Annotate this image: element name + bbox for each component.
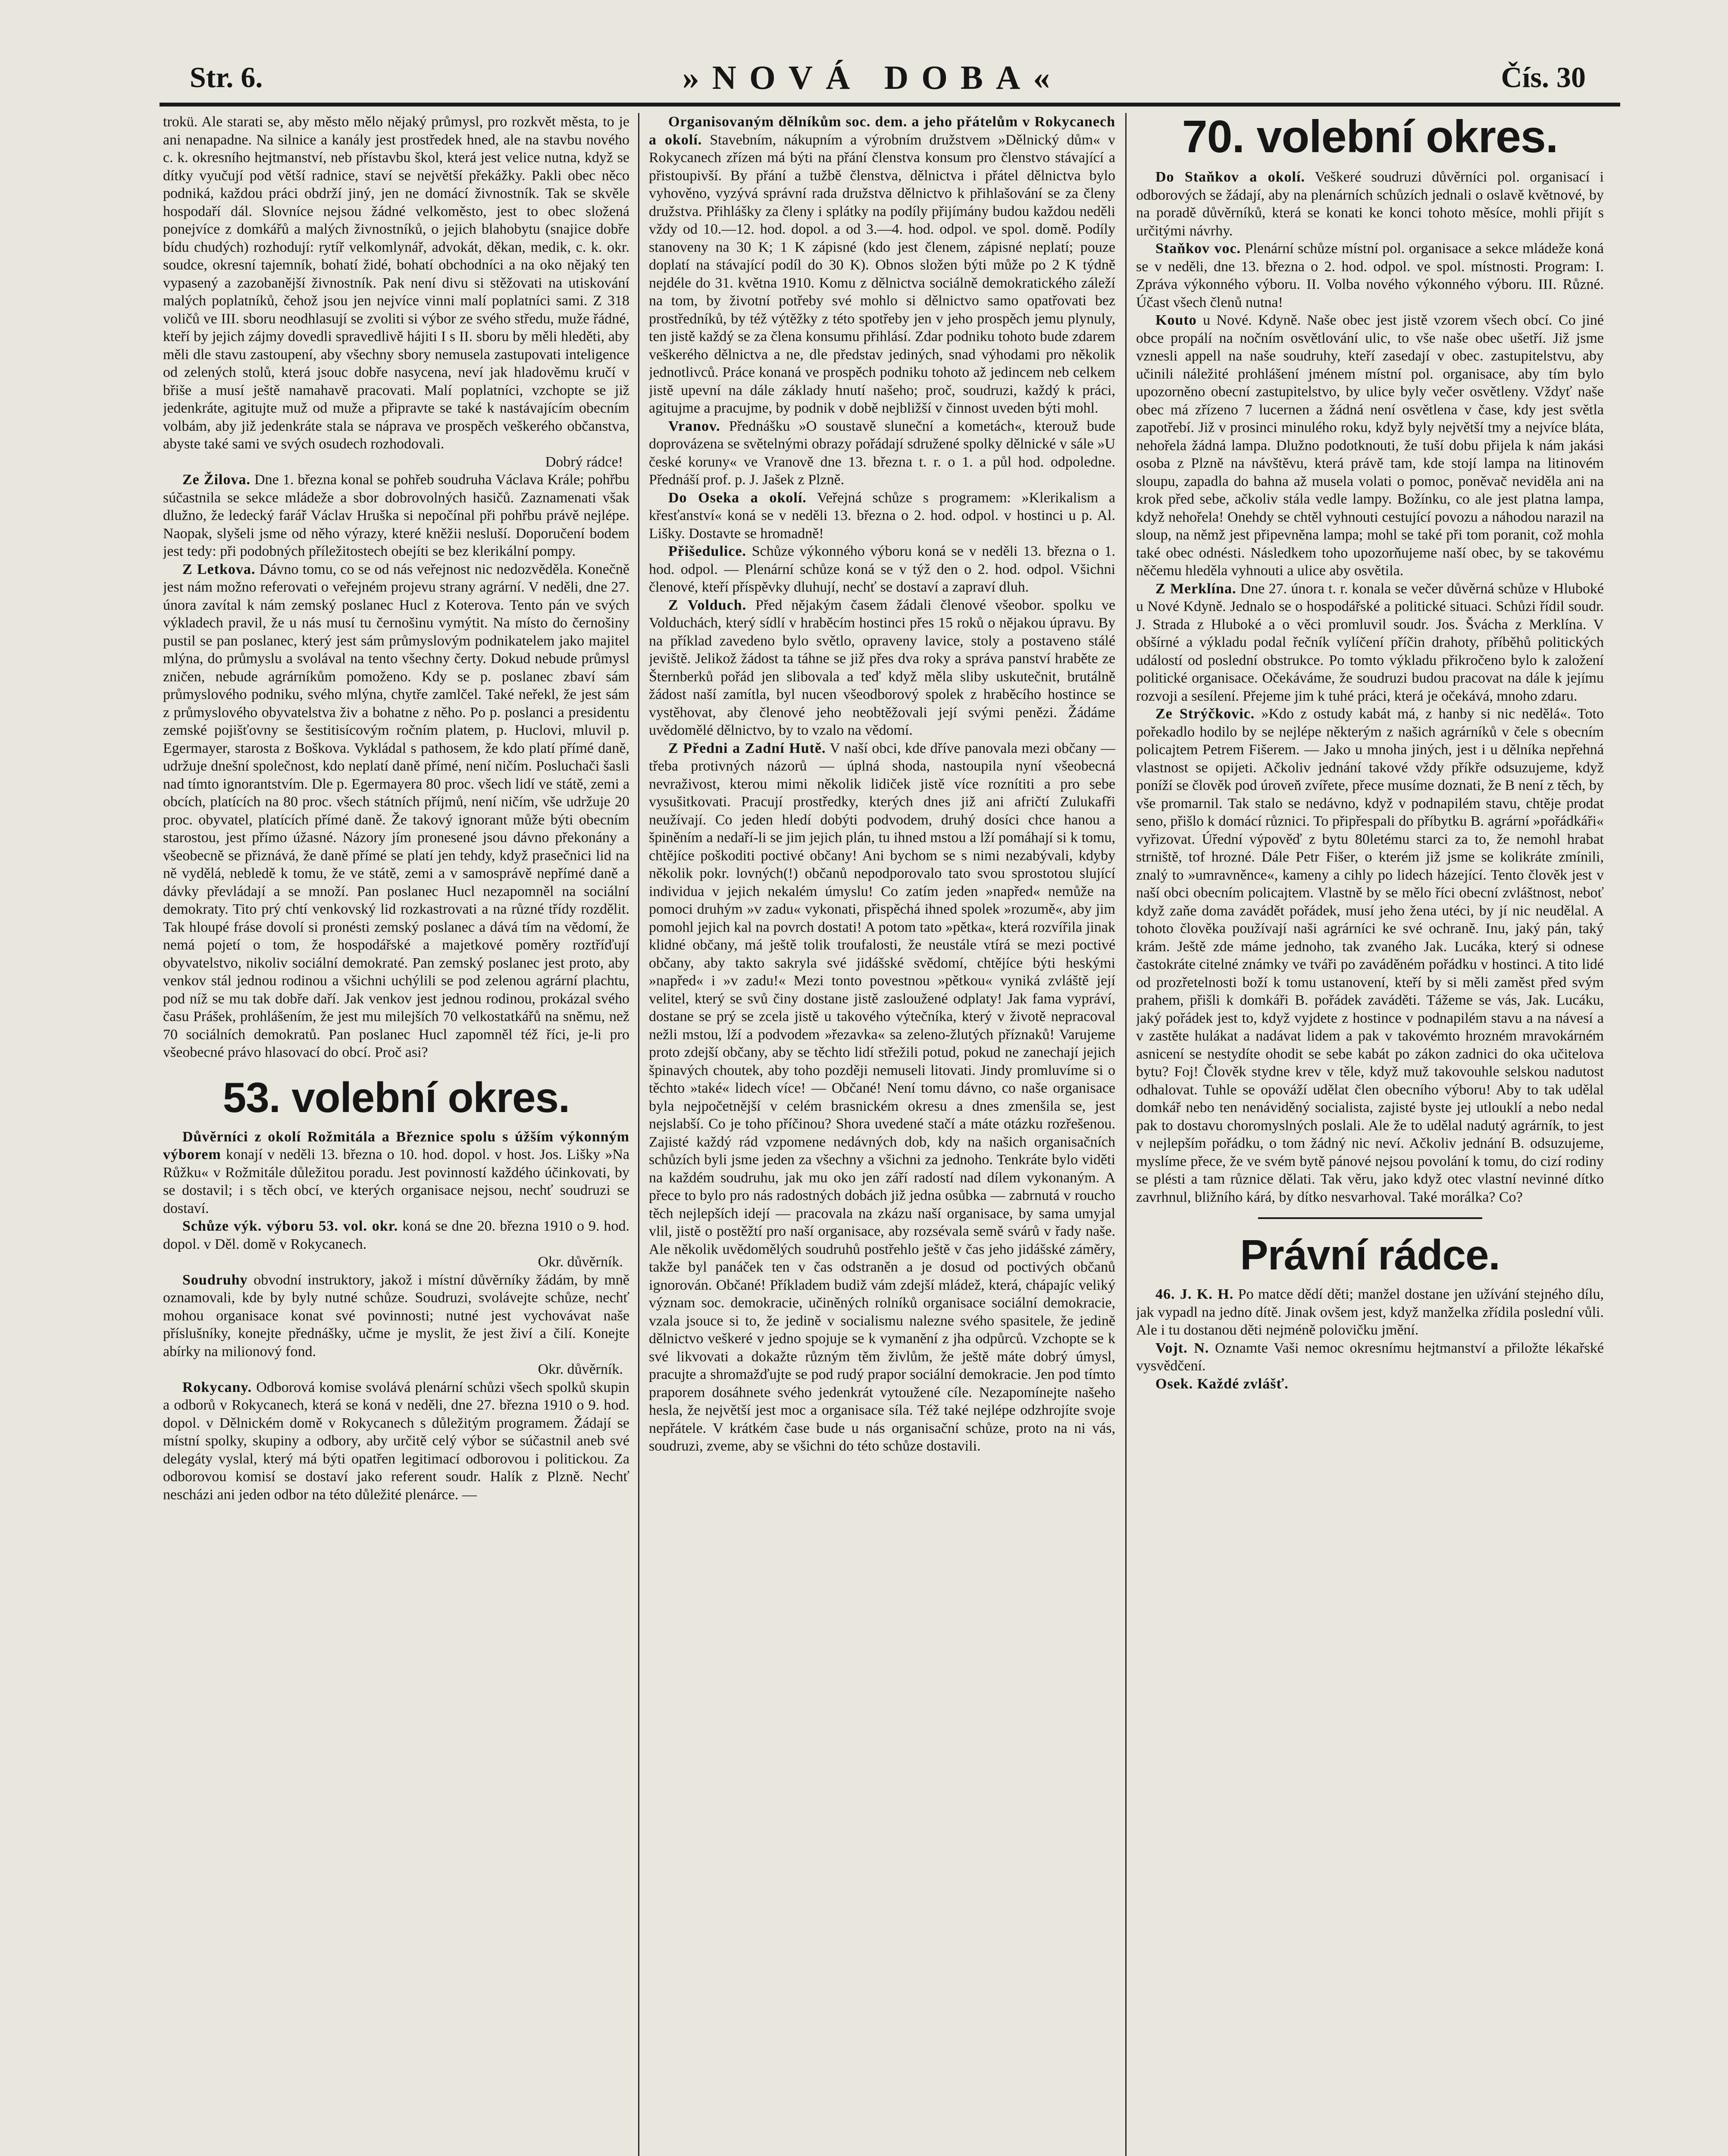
page-header [160, 0, 1586, 129]
legal-answer: Osek. Každé zvlášť. [1155, 1376, 1289, 1392]
article-kouto: Kouto u Nové. Kdyně. Naše obec jest jistě vzorem všech obcí. Co jiné obce propálí na nočním osvětlování ulic, to vše naše obec ušetří. Již jsme vznesli appell na naše soudruhy, kteří zasedají v obec. zastupitelstvu, aby učinili náležité prohlášení jménem místní pol. organisace, aby tím bylo upozorněno obecní zastupitelstvo, by ulice byly večer osvětleny. Vždyť naše obec má zřízeno 7 lucernen a žádná není osvětlena v čase, kdy jest světla zapotřebí. Již v prosinci minulého roku, když byly největší tmy a nejvíce bláta, nehořela žádná lampa. Dlužno podotknouti, že tuší dobu přijela k nám jakási osoba z Plzně na návštěvu, která právě tam, kde stojí lampa na litinovém sloupu, zapadla do bahna až musela volati o pomoc, poněvač neviděla ani na krok před sebe, ačkoliv stála vedle lampy. Božínku, co ale jest platna lampa, když nehořela! Onehdy se chtěl vyhnouti cestující povozu a náhodou narazil na sloup, na němž jest připevněna lampa; mohl se také při tom poranit, což mohla také obec odnésti. Následkem toho upozorňujeme naší obec, by se takovému něčemu hleděla vyhnouti a ulice aby osvětila. [1136, 312, 1604, 579]
article-vranov: Vranov. Přednášku »O soustavě sluneční a kometách«, kterouž bude doprovázena se světelnými obrazy pořádají sdružené spolky dělnické v sále »U české koruny« ve Vranově dne 13. března t. r. o 1. a půl hod. odpoledne. Přednáší prof. p. J. Jašek z Plzně. [649, 418, 1115, 488]
column-1 [163, 113, 629, 2156]
section-heading-70: 70. volební okres. [1182, 113, 1558, 162]
article-letkov: Z Letkova. Dávno tomu, co se od nás veřejnost nic nedozvěděla. Konečně jest nám možno referovati o veřejném projevu strany agrární. V neděli, dne 27. února zavítal k nám zemský poslanec Hucl z Koterova. Tento pán ve svých výkladech pravil, že u nás musí tu černošinu vymýtit. Na místo do černošiny pustil se pan poslanec, který jest sám průmyslovým podnikatelem jako majitel mlýna, do průmyslu a svolával na tento všechny čerty. Dokud nebude průmysl zničen, nebude agrárníkům pomoženo. Kdy se p. poslanec zbaví sám průmyslového podniku, svého mlýna, chytře zamlčel. Také neřekl, že jest sám z průmyslového obyvatelstva živ a bohatne z něho. Po p. poslanci a presidentu zemské pojišťovny se šestitisícovým ročním platem, p. Huclovi, mluvil p. Egermayer, starosta z Boškova. Vykládal s pathosem, že kdo platí přímé daně, udržuje dnešní společnost, kdo neplatí daně přímé, není ničím. Posluchači šasli nad tímto ignorantstvím. Dle p. Egermayera 80 proc. všech lidí ve státě, zemi a obcích, platících na 80 proc. všech státních příjmů, není ničím, vše udržuje 20 proc. obyvatel, platících přímé daně. Že takový ignorant může býti obecním starostou, jest přímo úžasné. Názory jím pronesené jsou dávno překonány a všeobecně se přiznává, že daně přímé se platí jen tehdy, když prasečnici lid na ně vydělá, nebledě k tomu, že ve státě, zemi a v samosprávě nepřímé daně a dávky převládají a se množí. Pan poslanec Hucl nezapomněl na sociální demokraty. Tito prý chtí venkovský lid rozkastrovati a na různé třídy rozdělit. Tak hloupé fráse dovolí si pronésti zemský poslanec a dává tím na vědomí, že nemá pojetí o tom, že hospodářské a majetkové poměry roztříďují obyvatelstvo, nikoliv sociální demokraté. Pan zemský poslanec jest proto, aby venkov stál jednou rodinou a všichni uchýlili se pod zelenou agrární plachtu, pod níž se mu tak dobře daří. Jak venkov jest jednou rodinou, prokázal svého času Prášek, prohlášením, že jest mu milejších 70 velkostatkářů na sněmu, než 70 sociálních demokratů. Pan poslanec Hucl zapomněl též říci, je-li pro všeobecné právo hlasovací do obcí. Proč asi? [163, 561, 629, 1060]
article-stankov-okoli: Do Staňkov a okolí. Veškeré soudruzi důvěrníci pol. organisací i odborových se žádají, aby na plenárních schůzích jednali o oslavě květnové, by na poradě důvěrníků, která se konati ke konci tohoto měsíce, mohli přijít s určitými návrhy. [1136, 169, 1604, 239]
legal-answer: 46. J. K. H. Po matce dědí děti; manžel dostane jen užívání stejného dílu, jak vypadl na jedno dítě. Jinak ovšem jest, když manželka zřídila poslední vůli. Ale i tu dostanou děti nejméně polovičku jmění. [1136, 1286, 1604, 1338]
article-prisedulice: Přišedulice. Schůze výkonného výboru koná se v neděli 13. března o 1. hod. odpol. — Plenární schůze koná se v týž den o 2. hod. odpol. Všichni členové, kteří příspěvky dluhují, nechť se dostaví a zapraví dluh. [649, 543, 1115, 595]
column-separator [1125, 113, 1127, 2156]
article-stankov-ves: Staňkov voc. Plenární schůze místní pol. organisace a sekce mládeže koná se v neděli, dne 13. března o 2. hod. odpol. ve spol. místnosti. Program: I. Zpráva výkonného výboru. II. Volba nového výkonného výboru. III. Různé. Účast všech členů nutna! [1136, 241, 1604, 310]
notice-schuze-vyboru: Schůze výk. výboru 53. vol. okr. koná se dne 20. března 1910 o 9. hod. dopol. v Děl. domě v Rokycanech. Okr. důvěrník. [163, 1218, 629, 1270]
article-strycovice: Ze Strýčkovic. »Kdo z ostudy kabát má, z hanby si nic nedělá«. Toto pořekadlo hodilo by se nejlépe některým z našich agrárníků v čele s obecním policajtem Petrem Fišerem. — Jako u mnoha jiných, jest i u dělníka nepřehná vlastnost se opijeti. Ačkoliv jednání takové vždy příkře odsuzujeme, když poníží se člověk pod úroveň zvířete, přece musíme doznati, že B není z těch, by vše promarnil. Tak stalo se nedávno, když v podnapilém stavu, chtěje prodat seno, přišlo k domácí různici. To připřespali do příbytku B. agrární »pořádkáři« vyřizovat. Úřední výpověď z bytu 80letému starci za to, že nemohl hrabat strniště, tof hrozné. Dále Petr Fišer, o kterém již jsme se kolikráte zmínili, znalý to »umravněnce«, kameny a cihly po lidech házející. Tento člověk jest v naší obci obecním policajtem. Vlastně by se mělo říci obecní zvláštnost, neboť když zaňe doma zavádět pořádek, musí jeho žena utéci, by jí nic neudělal. A tohoto člověka používají naši agrárníci ke své ochraně. Inu, jaký pán, taký krám. Ještě zde máme jednoho, tak zvaného Jak. Lucáka, který si odnese častokráte citelné známky ve tváři po zaváděném pořádku v hostinci. A tito lidé od prozřetelnosti boží k tomu ustanovení, kteří by si měli zaměst před svým prahem, přišli k domkáři B. pořádek zaváděti. Tážeme se vás, Jak. Lucáku, jaký pořádek jest to, když vyjdete z hostince v podnapilém stavu a na návesí a v zastěte hulákat a nadávat lidem a pak v takovémto hrozném mravokárném asnicení se nestydíte ohodit se sebe kabát po zákon zadnici do oka učitelova bytu? Foj! Člověk stydne krev v těle, když muž takovouhle selskou nadutost odhalovat. Tuhle se opováží udělat člen obecního výboru! Aby to tak udělal domkář nebo ten nenáviděný socialista, zajisté byste jej utlouklí a nebo nedal pak to dostavu choromyslných poslali. Ale že to udělal nadutý agrárník, to jest v nejlepším pořádku, o tom žádný nic neví. Ačkoliv jednání B. odsuzujeme, myslíme přece, že ve svém bytě pánové nejsou povolání k tomu, do cizí rodiny se plésti a tam různice dělati. Tak věru, jako když otec vlastní nevinné dítko zavrhnul, bližního kárá, by dítko nesvarhoval. Také morálka? Co? [1136, 706, 1604, 1205]
article-volduchy: Z Volduch. Před nějakým časem žádali členové všeobor. spolku ve Volduchách, který sídlí v hraběcím hostinci přes 15 roků o nějakou úpravu. By na příklad zavedeno bylo světlo, opraveny lavice, stoly a postaveno stálé jeviště. Jelikož žádost ta táhne se již přes dva roky a správa panství hraběte ze Šternberků pořád jen slibovala a teď když měla sliby uskutečnit, brutálně žádost naší zamítla, byl nucen všeodborový spolek z hraběcího hostince se vystěhovat, aby členové jeho neobtěžovali její svými penězi. Žádáme uvědomělé dělnictvo, by to vzalo na vědomí. [649, 597, 1115, 738]
section-divider [1258, 1217, 1482, 1219]
notice-rokycany: Rokycany. Odborová komise svolává plenární schůzi všech spolků skupin a odborů v Rokycanech, která se koná v neděli, dne 27. března 1910 o 9. hod. dopol. v Dělnickém domě v Rokycanech s důležitým programem. Žádají se místní spolky, skupiny a odbory, aby určitě celý výbor se súčastnil aneb své delegáty vyslal, který má býti opatřen legitimací odborovou i politickou. Za odborovou komisí se dostaví jako referent soudr. Halík z Plzně. Nechť nescházi ani jeden odbor na této důležité plenárce. — [163, 1379, 629, 1503]
issue-number: Čís. 30 [1501, 61, 1586, 94]
article-predni-zadni-hut: Z Předni a Zadní Hutě. V naší obci, kde dříve panovala mezi občany — třeba protivných názorů — úplná shoda, nastoupila nyní všeobecná nevraživost, kterou mimi několik lidiček jistě více roznítiti a pro sebe vysušitkovati. Pracují prostředky, kterých dnes již ani afričtí Zulukafři neužívají. Co jeden hledí dobýti podvodem, druhý dosíci chce hanou a špiněním a nedaří-li se jim jejich plán, tu ihned mstou a lží pomáhají si k tomu, chtějíce poškoditi poctivé občany! Ani bychom se s nimi nezabývali, kdyby několik pokr. lovných(!) občanů nepodporovalo tato svou sprostotou slující individua v jejich nekalém úmyslu! Co zatím jeden »napřed« nemůže na pomoci druhým »v zadu« vykonati, přispěchá ihned spolek »rozumě«, aby jim pomohl jejich kal na povrch dostati! A potom tato »pětka«, která rozvířila jinak klidné občany, má ještě tolik troufalosti, že neustále vtírá se mezi poctivé občany, aby takto sakryla své jidášské svědomí, chtějíce býti heskými »napřed« i »v zadu!« Mezi tonto povestnou »pětkou« vyniká zvláště její velitel, který se svů činy dostane jistě zasloužené odplaty! Jak fama vypráví, dostane se prý se zcela jistě u takového výtečníka, který v životě nepracoval nežli mstou, lží a podvodem »řezavka« sa zeleno-žlutých příznaků! Varujeme proto zdejší občany, aby se těchto lidí střežili potud, pokud ne zanechají jejich špinavých choutek, aby toho později nemuseli litovati. Jindy promluvíme si o těchto »také« lidech více! — Občané! Není tomu dávno, co naše organisace byla nejpočetnější v celém brasnickém okresu a dnes zmenšila se, jest nejslabší. Co je toho příčinou? Shora uvedené stačí a máte otázku rozřešenou. Zajisté každý rád vzpomene nedávných dob, kdy na našich organisačních schůzích byli jsme jeden za všechny a všichni za jednoho. Tenkráte bylo viděti na každém soudruhu, jak mu oko jen září radostí nad dílem vykonaným. A přece to bylo pro nás radostných dobách již jedna osůbka — zabrnutá v roucho těch nejlepších idejí — pracovala na zkázu naší organisace, by sama umyjal vlil, jistě o postěžtí pro naší organisace, aby rozsévala semě svárů v řady naše. Ale několik uvědomělých soudruhů postřehlo ještě v čas jeho jidášské záměry, takže byl panáček ten v čas odstraněn a je dosud od poctivých občanů ignorován. Občané! Příkladem budiž vám zdejší mládež, která, chápajíc veliký význam soc. demokracie, učiněných rolníků organisace sociální demokracie, vzala jsouce si to, že jedině v socialismu nalezne svého spasitele, že jedině dělnictvo veškeré v jedno spojuje se k vymanění z jha odpůrců. Vzchopte se k své likvovati a dokažte různým těm živlům, že ještě máte dobrý úmysl, pracujte a shromažďujte se pod rudý prapor sociální demokracie. Jen pod tímto praporem dosáhnete svého jedenkrát vytoužené cíle. Nezapomínejte našeho hesla, že největší jest moc a organisace síla. Též také nejlépe odzhrojíte svoje nepřátele. V krátkém čase bude u nás organisační schůze, proto na ni vás, soudruzi, zveme, aby se všichni do této schůze dostavili. [649, 740, 1115, 1454]
column-2 [649, 113, 1115, 2156]
notice-duvernici: Důvěrníci z okolí Rožmitála a Březnice spolu s úžším výkonným výborem konají v neděli 13. března o 10. hod. dopol. v host. Jos. Lišky »Na Růžku« v Rožmitále důležitou poradu. Jest povinností každého účinkovati, by se dostavil; i s těch obcí, ve kterých organisace nejsou, nechť soudruzi se dostaví. [163, 1128, 629, 1216]
newspaper-title: »NOVÁ DOBA« [682, 59, 1063, 96]
notice-soudruhy: Soudruhy obvodní instruktory, jakož i místní důvěrníky žádám, by mně oznamovali, kde by byly nutné schůze. Soudruzi, svolávejte schůze, nechť mohou organisace konat své povinnosti; nutné jest vychovávat naše příslušníky, konejte přednášky, učme je myslit, že jest živí a čilí. Konejte abírky na milionový fond. Okr. důvěrník. [163, 1272, 629, 1377]
article-merklin: Z Merklína. Dne 27. února t. r. konala se večer důvěrná schůze v Hluboké u Nové Kdyně. Jednalo se o hospodářské a politické situaci. Schůzi řídil soudr. J. Strada z Hluboké a o věci promluvil soudr. Jos. Švácha z Merklína. V obšírné a výkladu podal řečník vylíčení příčin drahoty, příběhů politických událostí od poslední obstrukce. Po tomto výkladu přikročeno bylo k založení politické organisace. Očekáváme, že soudruzi budou pracovat na dále k jejímu rozvoji a sesílení. Přejeme jim k tuhé práci, která je očekává, mnoho zdaru. [1136, 580, 1604, 704]
header-rule [160, 103, 1620, 107]
article-osek: Do Oseka a okolí. Veřejná schůze s programem: »Klerikalism a křesťanství« koná se v neděli 13. března o 2. hod. odpol. v hostinci u p. Al. Lišky. Dostavte se hromadně! [649, 489, 1115, 542]
section-heading-pravni-radce: Právní rádce. [1240, 1231, 1500, 1279]
column-separator [638, 113, 639, 2156]
article-signature: Dobrý rádce! [545, 454, 623, 470]
legal-advice [1136, 1285, 1604, 1393]
legal-answer: Vojt. N. Oznamte Vaši nemoc okresnímu hejtmanství a přiložte lékařské vysvědčení. [1136, 1340, 1604, 1374]
section-heading-53: 53. volební okres. [222, 1073, 570, 1121]
article-continued: trokü. Ale starati se, aby město mělo nějaký průmysl, pro rozkvět města, to je ani nenapadne. Na silnice a kanály jest prostředek hned, ale na stavbu nového c. k. okresního hejtmanství, neb přístavbu škol, která jest velice nutna, když se dítky vyučují pod větší radnice, staví se největší překážky. Pakli obec něco podniká, každou práci obdrží jiný, jen ne domácí živnostník. Tak se skvěle hospodaří dál. Slovníce nejsou žádné velkoměsto, jest to obec složená ponejvíce z domkářů a malých živnostníků, o jejich blahobytu (snajice dobře bídu chudých) rozhodují: rytíř velkomlynář, advokát, děkan, medik, c. k. okr. soudce, okresní tajemník, bohatí židé, bohatí obchodníci a na oko nějaký ten vypasený a zazobanější živnostník. Pak není divu si stěžovati na utiskování malých poplatníků, čehož jsou jen nejvíce vinni malí poplatníci sami. Z 318 voličů ve III. sboru neodhlasují se zvoliti si výbor ze svého středu, muže řádné, kteří by jejich zájmy dovedli spravedlivě hájiti I s II. sboru by měli hleděti, aby měli dle stavu zastoupení, aby všechny sbory nemusela zastupovati inteligence od zelených stolů, která jsouc dobře nasycena, neví jak hladověmu kručí v břiše a musí ještě namahavě pracovati. Malí poplatníci, vzchopte se již jedenkráte, agitujte muž od muže a připravte se také k nastávajícím obecním volbám, aby již jedenkráte stala se náprava ve prospěch veškerého občanstva, abyste také sami ve svých osudech rozhodovali. Dobrý rádce! [163, 113, 629, 471]
column-3 [1136, 113, 1604, 2156]
article-konsum-rokycany: Organisovaným dělníkům soc. dem. a jeho přátelům v Rokycanech a okolí. Stavebním, nákupním a výrobním družstvem »Dělnický dům« v Rokycanech zřízen má býti na přání členstva konsum pro členstvo stávající a přistoupivší. By přání a tužbě členstva, dělnictva i přátel dělnictva bylo vyhověno, vyzývá správní rada družstva dělnictvo k přihlašování se za členy družstva. Přihlášky za členy i splátky na podíly přijímány budou každou neděli vždy od 10.—12. hod. dopol. a od 3.—4. hod. odpol. ve spol. domě. Podíly stanoveny na 30 K; 1 K zápisné (kdo jest členem, zápisné neplatí; pouze doplatí na stávající podíl do 30 K). Obnos složen býti může po 2 K týdně nejdéle do 31. května 1910. Komu z dělnictva sociálně demokratického záleží na tom, by životní potřeby své mohlo si dělnictvo samo opatřovati bez prostředníků, by též výtěžky z této spotřeby jen v jeho prospěch jemu plynuly, ten jistě každý se za člena konsumu přihlásí. Zdar podniku tohoto bude zdarem veškerého dělnictva a ne, dle představ jediných, snad výhodami pro několik jednotlivců. Práce konaná ve prospěch podniku tohoto až jedincem neb celkem jistě upevní na dále základy hnutí našeho; proč, soudruzi, každý k práci, agitujme a pracujme, by podnik v době nejbližší v činnost uveden býti mohl. [649, 114, 1115, 416]
page-number: Str. 6. [190, 61, 263, 94]
article-zilov: Ze Žilova. Dne 1. března konal se pohřeb soudruha Václava Krále; pohřbu súčastnila se sekce mládeže a sbor dobrovolných hasičů. Zaznamenati však dlužno, že ledecký farář Václav Hruška si nepočínal při pohřbu právě nejlépe. Naopak, slyšeli jsme od něho výrazy, které kněžii nesluší. Doporučení bodem jest tedy: při podobných příležitostech obejíti se bez klerikální pompy. [163, 472, 629, 559]
